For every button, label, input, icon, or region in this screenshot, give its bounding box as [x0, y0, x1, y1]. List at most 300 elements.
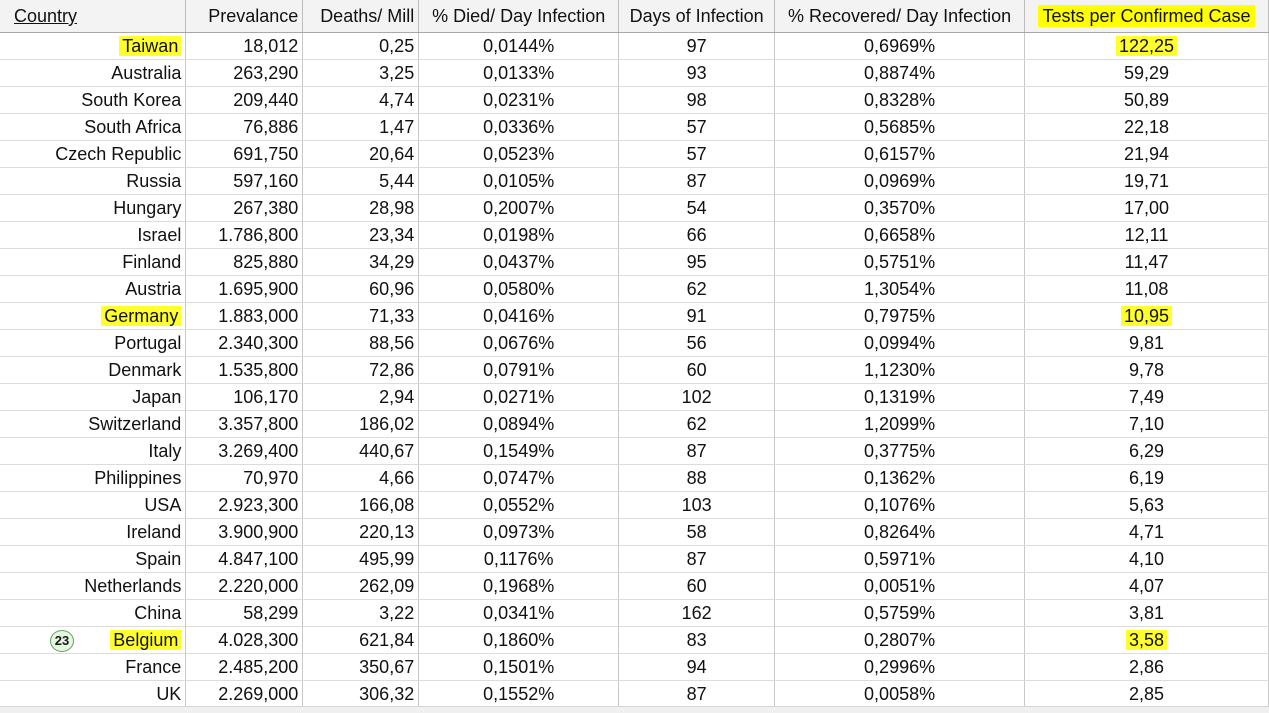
cell-deaths[interactable]	[303, 573, 419, 600]
cell-days-value: 91	[686, 306, 707, 326]
cell-tests[interactable]	[1025, 141, 1269, 168]
cell-prevalance[interactable]	[186, 492, 303, 519]
cell-days[interactable]	[619, 87, 775, 114]
cell-deaths-value: 34,29	[369, 252, 415, 272]
cell-country[interactable]	[0, 546, 186, 573]
cell-tests-value: 122,25	[1116, 36, 1177, 56]
cell-days[interactable]	[619, 573, 775, 600]
cell-days[interactable]	[619, 519, 775, 546]
table-row[interactable]	[0, 519, 1269, 546]
cell-tests[interactable]	[1025, 168, 1269, 195]
cell-prevalance[interactable]	[186, 600, 303, 627]
cell-tests-value: 22,18	[1124, 117, 1170, 137]
table-row[interactable]	[0, 141, 1269, 168]
cell-deaths[interactable]	[303, 600, 419, 627]
cell-tests-value: 10,95	[1121, 306, 1172, 326]
cell-died-pct[interactable]	[419, 168, 619, 195]
cell-prevalance[interactable]	[186, 384, 303, 411]
cell-deaths[interactable]	[303, 33, 419, 60]
cell-died-pct[interactable]	[419, 411, 619, 438]
cell-tests[interactable]	[1025, 87, 1269, 114]
cell-deaths-value: 71,33	[369, 306, 415, 326]
cell-country-value: France	[125, 657, 182, 677]
cell-recovered-pct[interactable]	[775, 627, 1025, 654]
cell-deaths[interactable]	[303, 249, 419, 276]
cell-tests-value: 6,29	[1129, 441, 1165, 461]
cell-tests-value: 5,63	[1129, 495, 1165, 515]
cell-country[interactable]	[0, 141, 186, 168]
cell-died-pct[interactable]	[419, 627, 619, 654]
cell-tests-value: 4,07	[1129, 576, 1165, 596]
cell-country-value: South Africa	[84, 117, 182, 137]
cell-recovered-pct[interactable]	[775, 33, 1025, 60]
cell-died-pct[interactable]	[419, 276, 619, 303]
table-row[interactable]	[0, 276, 1269, 303]
cell-country[interactable]	[0, 114, 186, 141]
column-header-deaths[interactable]: Deaths/ Mill	[303, 0, 419, 33]
cell-country[interactable]	[0, 60, 186, 87]
cell-recovered-pct[interactable]	[775, 195, 1025, 222]
cell-country-value: Taiwan	[119, 36, 181, 56]
cell-tests[interactable]	[1025, 681, 1269, 708]
cell-deaths[interactable]	[303, 411, 419, 438]
cell-tests[interactable]	[1025, 600, 1269, 627]
cell-deaths[interactable]	[303, 303, 419, 330]
cell-deaths[interactable]	[303, 546, 419, 573]
cell-days[interactable]	[619, 33, 775, 60]
cell-prevalance[interactable]	[186, 654, 303, 681]
cell-died-pct-value: 0,0336%	[483, 117, 555, 137]
cell-deaths-value: 60,96	[369, 279, 415, 299]
cell-prevalance[interactable]	[186, 60, 303, 87]
cell-tests[interactable]	[1025, 60, 1269, 87]
cell-country[interactable]	[0, 222, 186, 249]
cell-tests[interactable]	[1025, 249, 1269, 276]
cell-prevalance[interactable]	[186, 33, 303, 60]
cell-prevalance[interactable]	[186, 546, 303, 573]
cell-tests[interactable]	[1025, 627, 1269, 654]
cell-recovered-pct[interactable]	[775, 303, 1025, 330]
cell-deaths[interactable]	[303, 276, 419, 303]
table-row[interactable]	[0, 627, 1269, 654]
cell-deaths-value: 0,25	[379, 36, 415, 56]
cell-tests[interactable]	[1025, 384, 1269, 411]
cell-prevalance-value: 70,970	[243, 468, 299, 488]
cell-recovered-pct[interactable]	[775, 330, 1025, 357]
cell-tests[interactable]	[1025, 303, 1269, 330]
cell-recovered-pct-value: 0,0994%	[864, 333, 936, 353]
cell-prevalance[interactable]	[186, 195, 303, 222]
cell-prevalance[interactable]	[186, 303, 303, 330]
cell-prevalance[interactable]	[186, 465, 303, 492]
cell-country-value: Ireland	[126, 522, 182, 542]
cell-days-value: 87	[686, 549, 707, 569]
cell-tests[interactable]	[1025, 438, 1269, 465]
cell-died-pct[interactable]	[419, 546, 619, 573]
cell-country[interactable]	[0, 276, 186, 303]
cell-deaths[interactable]	[303, 168, 419, 195]
cell-country-value: Australia	[111, 63, 182, 83]
cell-prevalance[interactable]	[186, 438, 303, 465]
table-row[interactable]	[0, 87, 1269, 114]
cell-recovered-pct[interactable]	[775, 276, 1025, 303]
cell-prevalance-value: 18,012	[243, 36, 299, 56]
cell-prevalance[interactable]	[186, 249, 303, 276]
cell-tests[interactable]	[1025, 492, 1269, 519]
cell-recovered-pct[interactable]	[775, 384, 1025, 411]
cell-country[interactable]	[0, 465, 186, 492]
cell-deaths-value: 88,56	[369, 333, 415, 353]
cell-days-value: 98	[686, 90, 707, 110]
cell-tests-value: 9,81	[1129, 333, 1165, 353]
cell-days[interactable]	[619, 600, 775, 627]
cell-days[interactable]	[619, 114, 775, 141]
cell-recovered-pct[interactable]	[775, 681, 1025, 708]
cell-deaths-value: 440,67	[359, 441, 415, 461]
table-row[interactable]	[0, 114, 1269, 141]
cell-recovered-pct[interactable]	[775, 60, 1025, 87]
cell-deaths[interactable]	[303, 60, 419, 87]
cell-days-value: 95	[686, 252, 707, 272]
cell-died-pct[interactable]	[419, 249, 619, 276]
cell-prevalance[interactable]	[186, 573, 303, 600]
cell-days[interactable]	[619, 195, 775, 222]
cell-days[interactable]	[619, 492, 775, 519]
cell-days-value: 60	[686, 576, 707, 596]
cell-died-pct-value: 0,1501%	[483, 657, 555, 677]
cell-recovered-pct[interactable]	[775, 87, 1025, 114]
cell-recovered-pct[interactable]	[775, 141, 1025, 168]
cell-deaths[interactable]	[303, 384, 419, 411]
cell-died-pct-value: 0,0676%	[483, 333, 555, 353]
cell-days-value: 60	[686, 360, 707, 380]
cell-died-pct[interactable]	[419, 438, 619, 465]
cell-died-pct[interactable]	[419, 87, 619, 114]
cell-recovered-pct[interactable]	[775, 411, 1025, 438]
cell-country[interactable]	[0, 195, 186, 222]
cell-tests[interactable]	[1025, 546, 1269, 573]
cell-prevalance-value: 1.786,800	[218, 225, 299, 245]
cell-recovered-pct[interactable]	[775, 492, 1025, 519]
cell-tests-value: 3,58	[1126, 630, 1167, 650]
cell-recovered-pct[interactable]	[775, 573, 1025, 600]
cell-died-pct-value: 0,1549%	[483, 441, 555, 461]
cell-died-pct-value: 0,0747%	[483, 468, 555, 488]
cell-country[interactable]	[0, 411, 186, 438]
cell-days-value: 93	[686, 63, 707, 83]
cell-prevalance[interactable]	[186, 681, 303, 708]
cell-died-pct[interactable]	[419, 573, 619, 600]
table-row[interactable]	[0, 681, 1269, 708]
cell-tests-value: 11,47	[1124, 252, 1169, 272]
cell-days[interactable]	[619, 276, 775, 303]
cell-days[interactable]	[619, 60, 775, 87]
cell-prevalance-value: 1.883,000	[218, 306, 299, 326]
table-row[interactable]	[0, 573, 1269, 600]
cell-days-value: 57	[686, 144, 707, 164]
cell-recovered-pct[interactable]	[775, 249, 1025, 276]
cell-recovered-pct[interactable]	[775, 465, 1025, 492]
cell-died-pct[interactable]	[419, 654, 619, 681]
cell-deaths[interactable]	[303, 438, 419, 465]
cell-deaths[interactable]	[303, 141, 419, 168]
column-header-tests[interactable]	[1025, 0, 1269, 33]
cell-country[interactable]	[0, 519, 186, 546]
table-row[interactable]	[0, 438, 1269, 465]
table-row[interactable]	[0, 168, 1269, 195]
cell-prevalance[interactable]	[186, 627, 303, 654]
column-header-prevalance[interactable]: Prevalance	[186, 0, 303, 33]
cell-died-pct[interactable]	[419, 330, 619, 357]
cell-tests-value: 7,10	[1129, 414, 1165, 434]
cell-tests-value: 21,94	[1124, 144, 1170, 164]
cell-country[interactable]	[0, 492, 186, 519]
cell-died-pct[interactable]	[419, 465, 619, 492]
cell-country-value: Czech Republic	[55, 144, 182, 164]
cell-tests[interactable]	[1025, 573, 1269, 600]
cell-tests[interactable]	[1025, 330, 1269, 357]
cell-country[interactable]	[0, 573, 186, 600]
cell-died-pct[interactable]	[419, 222, 619, 249]
cell-prevalance[interactable]	[186, 411, 303, 438]
cell-died-pct[interactable]	[419, 519, 619, 546]
cell-prevalance[interactable]	[186, 330, 303, 357]
cell-died-pct[interactable]	[419, 195, 619, 222]
table-row[interactable]	[0, 492, 1269, 519]
table-row[interactable]	[0, 465, 1269, 492]
table-row[interactable]	[0, 384, 1269, 411]
table-row[interactable]	[0, 249, 1269, 276]
cell-deaths-value: 220,13	[359, 522, 415, 542]
cell-died-pct-value: 0,0105%	[483, 171, 555, 191]
cell-deaths[interactable]	[303, 465, 419, 492]
cell-deaths[interactable]	[303, 114, 419, 141]
cell-country[interactable]	[0, 681, 186, 708]
cell-prevalance[interactable]	[186, 222, 303, 249]
cell-deaths[interactable]	[303, 195, 419, 222]
cell-tests-value: 6,19	[1129, 468, 1165, 488]
cell-tests-value: 11,08	[1124, 279, 1169, 299]
cell-tests[interactable]	[1025, 222, 1269, 249]
cell-tests[interactable]	[1025, 357, 1269, 384]
cell-days-value: 83	[686, 630, 707, 650]
cell-prevalance-value: 4.847,100	[218, 549, 299, 569]
cell-country-value: South Korea	[81, 90, 182, 110]
cell-days[interactable]	[619, 384, 775, 411]
cell-prevalance-value: 106,170	[233, 387, 299, 407]
table-row[interactable]	[0, 411, 1269, 438]
cell-tests[interactable]	[1025, 519, 1269, 546]
cell-died-pct[interactable]	[419, 141, 619, 168]
cell-recovered-pct-value: 1,1230%	[864, 360, 936, 380]
table-row[interactable]	[0, 600, 1269, 627]
cell-recovered-pct-value: 0,1076%	[864, 495, 936, 515]
cell-tests-value: 4,71	[1129, 522, 1165, 542]
table-row[interactable]	[0, 357, 1269, 384]
table-row[interactable]	[0, 195, 1269, 222]
cell-days-value: 87	[686, 441, 707, 461]
horizontal-scrollbar[interactable]	[0, 706, 1269, 713]
cell-prevalance-value: 4.028,300	[218, 630, 299, 650]
cell-died-pct-value: 0,0271%	[483, 387, 555, 407]
cell-days[interactable]	[619, 357, 775, 384]
table-row[interactable]	[0, 33, 1269, 60]
cell-prevalance[interactable]	[186, 87, 303, 114]
cell-days[interactable]	[619, 654, 775, 681]
column-header-died-pct[interactable]: % Died/ Day Infection	[419, 0, 619, 33]
cell-country[interactable]	[0, 87, 186, 114]
cell-country[interactable]	[0, 438, 186, 465]
cell-deaths-value: 20,64	[369, 144, 415, 164]
cell-deaths[interactable]	[303, 492, 419, 519]
cell-prevalance-value: 2.923,300	[218, 495, 299, 515]
cell-deaths[interactable]	[303, 87, 419, 114]
cell-days[interactable]	[619, 681, 775, 708]
cell-tests-value: 17,00	[1124, 198, 1170, 218]
cell-tests[interactable]	[1025, 33, 1269, 60]
cell-country[interactable]	[0, 249, 186, 276]
table-row[interactable]	[0, 654, 1269, 681]
cell-recovered-pct-value: 0,3775%	[864, 441, 936, 461]
cell-recovered-pct-value: 0,5751%	[864, 252, 936, 272]
cell-recovered-pct[interactable]	[775, 519, 1025, 546]
cell-deaths[interactable]	[303, 627, 419, 654]
cell-recovered-pct[interactable]	[775, 357, 1025, 384]
cell-deaths[interactable]	[303, 681, 419, 708]
cell-country[interactable]	[0, 600, 186, 627]
cell-country[interactable]	[0, 330, 186, 357]
cell-deaths-value: 495,99	[359, 549, 415, 569]
table-row[interactable]	[0, 303, 1269, 330]
cell-recovered-pct-value: 0,5685%	[864, 117, 936, 137]
cell-recovered-pct-value: 1,2099%	[864, 414, 936, 434]
cell-recovered-pct[interactable]	[775, 654, 1025, 681]
cell-tests[interactable]	[1025, 465, 1269, 492]
cell-prevalance-value: 825,880	[233, 252, 299, 272]
cell-deaths[interactable]	[303, 357, 419, 384]
cell-deaths[interactable]	[303, 222, 419, 249]
cell-recovered-pct[interactable]	[775, 168, 1025, 195]
cell-days[interactable]	[619, 222, 775, 249]
cell-died-pct[interactable]	[419, 303, 619, 330]
cell-died-pct[interactable]	[419, 384, 619, 411]
cell-deaths-value: 350,67	[359, 657, 415, 677]
cell-tests-value: 2,86	[1129, 657, 1165, 677]
cell-recovered-pct[interactable]	[775, 114, 1025, 141]
cell-tests-value: 12,11	[1124, 225, 1169, 245]
cell-prevalance[interactable]	[186, 357, 303, 384]
cell-country[interactable]	[0, 357, 186, 384]
table-row[interactable]	[0, 546, 1269, 573]
header-row	[0, 0, 1269, 33]
cell-recovered-pct-value: 0,6969%	[864, 36, 936, 56]
cell-days[interactable]	[619, 465, 775, 492]
cell-days-value: 57	[686, 117, 707, 137]
cell-days[interactable]	[619, 330, 775, 357]
column-header-country[interactable]: Country	[0, 0, 186, 33]
cell-deaths[interactable]	[303, 654, 419, 681]
cell-tests[interactable]	[1025, 276, 1269, 303]
cell-recovered-pct[interactable]	[775, 438, 1025, 465]
cell-country[interactable]	[0, 168, 186, 195]
cell-recovered-pct[interactable]	[775, 600, 1025, 627]
cell-prevalance-value: 2.269,000	[218, 684, 299, 704]
cell-died-pct[interactable]	[419, 357, 619, 384]
cell-deaths-value: 2,94	[379, 387, 415, 407]
cell-country[interactable]	[0, 654, 186, 681]
cell-prevalance[interactable]	[186, 114, 303, 141]
cell-country-value: Spain	[135, 549, 182, 569]
cell-tests[interactable]	[1025, 114, 1269, 141]
column-header-recovered-pct[interactable]: % Recovered/ Day Infection	[775, 0, 1025, 33]
cell-days[interactable]	[619, 627, 775, 654]
cell-prevalance[interactable]	[186, 168, 303, 195]
cell-prevalance[interactable]	[186, 141, 303, 168]
cell-days[interactable]	[619, 303, 775, 330]
cell-deaths[interactable]	[303, 330, 419, 357]
cell-prevalance[interactable]	[186, 519, 303, 546]
cell-died-pct[interactable]	[419, 114, 619, 141]
cell-country[interactable]	[0, 384, 186, 411]
cell-days[interactable]	[619, 411, 775, 438]
cell-days[interactable]	[619, 168, 775, 195]
cell-recovered-pct-value: 0,8874%	[864, 63, 936, 83]
cell-prevalance-value: 58,299	[243, 603, 299, 623]
cell-days-value: 62	[686, 279, 707, 299]
cell-died-pct-value: 0,0973%	[483, 522, 555, 542]
table-row[interactable]	[0, 60, 1269, 87]
cell-country[interactable]	[0, 303, 186, 330]
cell-country[interactable]	[0, 33, 186, 60]
table-row[interactable]	[0, 222, 1269, 249]
cell-prevalance-value: 209,440	[233, 90, 299, 110]
cell-days-value: 94	[686, 657, 707, 677]
cell-died-pct-value: 0,0416%	[483, 306, 555, 326]
cell-tests[interactable]	[1025, 195, 1269, 222]
cell-recovered-pct-value: 0,7975%	[864, 306, 936, 326]
cell-deaths-value: 5,44	[379, 171, 415, 191]
cell-died-pct[interactable]	[419, 681, 619, 708]
cell-deaths-value: 1,47	[379, 117, 415, 137]
cell-deaths-value: 166,08	[359, 495, 415, 515]
cell-recovered-pct[interactable]	[775, 546, 1025, 573]
cell-died-pct[interactable]	[419, 33, 619, 60]
cell-days[interactable]	[619, 249, 775, 276]
cell-tests-value: 3,81	[1129, 603, 1165, 623]
cell-deaths[interactable]	[303, 519, 419, 546]
cell-country[interactable]	[0, 627, 186, 654]
cell-tests-value: 4,10	[1129, 549, 1165, 569]
cell-died-pct[interactable]	[419, 60, 619, 87]
column-header-tests-label: Tests per Confirmed Case	[1038, 5, 1254, 27]
cell-died-pct[interactable]	[419, 600, 619, 627]
cell-country-value: Japan	[132, 387, 182, 407]
cell-days[interactable]	[619, 438, 775, 465]
cell-tests[interactable]	[1025, 411, 1269, 438]
cell-died-pct-value: 0,0791%	[483, 360, 555, 380]
table-row[interactable]	[0, 330, 1269, 357]
cell-prevalance-value: 3.357,800	[218, 414, 299, 434]
cell-days-value: 54	[686, 198, 707, 218]
cell-days[interactable]	[619, 141, 775, 168]
cell-tests[interactable]	[1025, 654, 1269, 681]
cell-died-pct[interactable]	[419, 492, 619, 519]
cell-deaths-value: 72,86	[369, 360, 415, 380]
column-header-days[interactable]: Days of Infection	[619, 0, 775, 33]
cell-days[interactable]	[619, 546, 775, 573]
cell-prevalance[interactable]	[186, 276, 303, 303]
cell-recovered-pct[interactable]	[775, 222, 1025, 249]
